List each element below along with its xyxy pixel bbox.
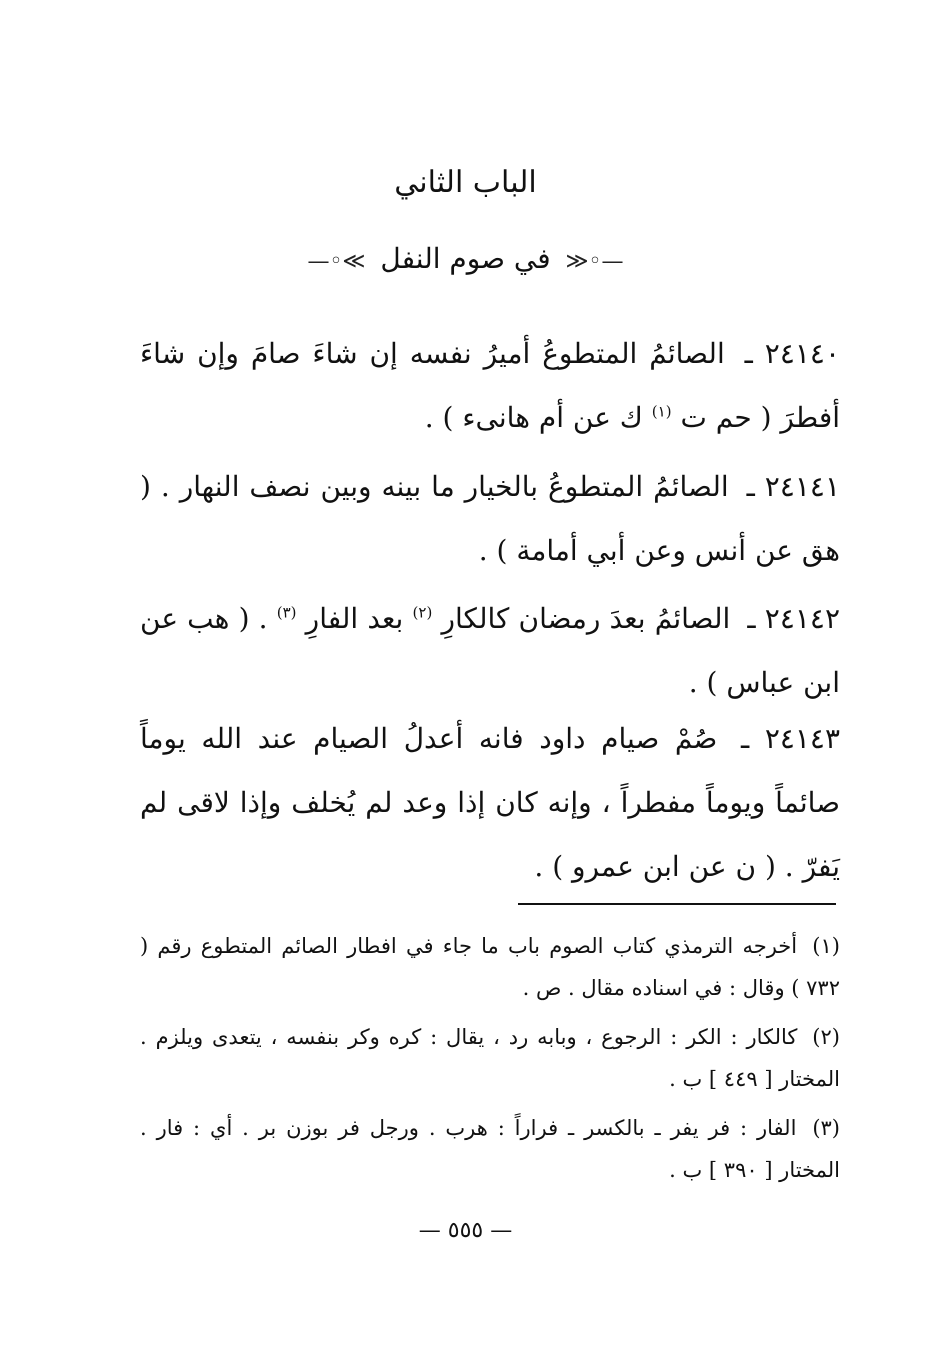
footnote-ref: (٣)	[276, 603, 297, 622]
footnote-number: (٣)	[812, 1116, 840, 1140]
footnote-text: أخرجه الترمذي كتاب الصوم باب ما جاء في افطار الصائم المتطوع رقم ( ٧٣٢ ) وقال : في اسناده مقال . ص .	[140, 934, 840, 1000]
hadith-number: ٢٤١٤١ ـ	[746, 470, 840, 503]
hadith-text: صُمْ صيام داود فانه أعدلُ الصيام عند الله يوماً صائماً ويوماً مفطراً ، وإنه كان إذا وعد لم يُخلف وإذا لاقى لم يَفرّ . ( ن عن ابن عمرو ) .	[140, 722, 840, 883]
hadith-text: الصائمُ المتطوعُ بالخيار ما بينه وبين نصف النهار . ( هق عن أنس وعن أبي أمامة ) .	[140, 470, 840, 567]
section-title	[0, 242, 931, 275]
hadith-text: الصائمُ المتطوعُ أميرُ نفسه إن شاءَ صامَ وإن شاءَ أفطرَ ( حم ت	[140, 337, 840, 434]
hadith-number: ٢٤١٤٠ ـ	[744, 337, 840, 370]
chapter-title: الباب الثاني	[394, 165, 537, 200]
hadith-24143	[140, 707, 840, 899]
hadith-24141	[140, 455, 840, 583]
footnote-text: الفار : فر يفر ـ بالكسر ـ فراراً : هرب . ورجل فر بوزن بر . أي : فار . المختار [ ٣٩٠ ] ب .	[140, 1116, 840, 1182]
hadith-number: ٢٤١٤٣ ـ	[740, 722, 841, 755]
footnote-2	[140, 1016, 840, 1100]
page-number: — ٥٥٥ —	[418, 1218, 513, 1243]
footnote-divider	[518, 903, 836, 905]
footnote-1	[140, 925, 840, 1009]
hadith-source: . ( هب عن ابن عباس ) .	[140, 602, 840, 699]
section-title-text: في صوم النفل	[380, 242, 551, 275]
hadith-number: ٢٤١٤٢ ـ	[747, 602, 840, 635]
footnote-ref: (١)	[651, 402, 672, 421]
hadith-24142	[140, 587, 840, 715]
hadith-24140	[140, 322, 840, 450]
hadith-source: ك عن أم هانىء ) .	[424, 401, 643, 434]
footnote-ref: (٢)	[412, 603, 433, 622]
hadith-text: بعد الفارِ	[305, 602, 404, 635]
footnote-3	[140, 1107, 840, 1191]
footnote-number: (١)	[812, 934, 840, 958]
footnote-text: كالكار : الكر : الرجوع ، وبابه رد ، يقال : كره وكر بنفسه ، يتعدى ويلزم . المختار [ ٤٤٩ ] ب .	[140, 1025, 840, 1091]
ornament-right-icon: —◦≪	[565, 249, 624, 274]
ornament-left-icon: ≫◦—	[307, 249, 366, 274]
hadith-text: الصائمُ بعدَ رمضان كالكارِ	[441, 602, 731, 635]
footnote-number: (٢)	[812, 1025, 840, 1049]
